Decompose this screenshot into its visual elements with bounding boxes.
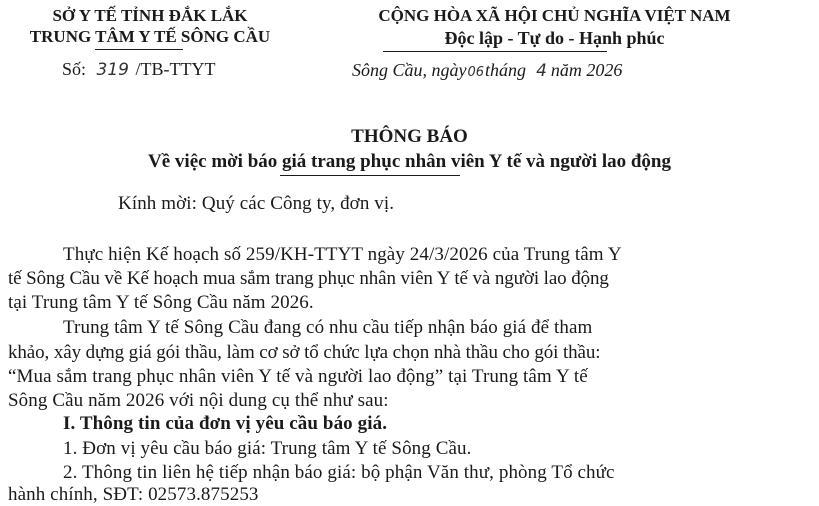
issue-date xyxy=(352,60,622,81)
item-1: 1. Đơn vị yêu cầu báo giá: Trung tâm Y tế Sông Cầu. xyxy=(63,438,472,459)
document-number xyxy=(62,59,215,80)
month-handwritten: 4 xyxy=(536,61,547,81)
agency-parent: SỞ Y TẾ TỈNH ĐẮK LẮK xyxy=(52,6,248,25)
date-suffix: năm 2026 xyxy=(550,60,623,80)
number-prefix: Số: xyxy=(62,59,87,79)
paragraph-2-line-3: “Mua sắm trang phục nhân viên Y tế và người lao động” tại Trung tâm Y tế xyxy=(8,366,588,387)
addressee: Kính mời: Quý các Công ty, đơn vị. xyxy=(118,193,395,214)
nation-title: CỘNG HÒA XÃ HỘI CHỦ NGHĨA VIỆT NAM xyxy=(378,6,731,25)
item-2-line-1: 2. Thông tin liên hệ tiếp nhận báo giá: bộ phận Văn thư, phòng Tổ chức xyxy=(63,462,615,483)
paragraph-1-line-2: tế Sông Cầu về Kế hoạch mua sắm trang phục nhân viên Y tế và người lao động xyxy=(8,268,609,289)
item-2-line-2: hành chính, SĐT: 02573.875253 xyxy=(8,484,259,505)
subject-underline xyxy=(280,175,460,176)
agency-name: TRUNG TÂM Y TẾ SÔNG CẦU xyxy=(29,27,271,46)
day-handwritten: 06 xyxy=(467,65,485,80)
paragraph-2-line-2: khảo, xây dựng giá gói thầu, làm cơ sở tổ chức lựa chọn nhà thầu cho gói thầu: xyxy=(8,342,601,363)
section-1-heading: I. Thông tin của đơn vị yêu cầu báo giá. xyxy=(63,413,388,434)
date-prefix: Sông Cầu, ngày xyxy=(352,60,467,80)
number-handwritten: 319 xyxy=(96,60,129,80)
notice-subject: Về việc mời báo giá trang phục nhân viên Y tế và người lao động xyxy=(148,151,671,172)
paragraph-2-line-4: Sông Cầu năm 2026 với nội dung cụ thể như sau: xyxy=(8,390,389,411)
date-mid: tháng xyxy=(485,60,527,80)
nation-motto: Độc lập - Tự do - Hạnh phúc xyxy=(444,28,665,48)
motto-underline xyxy=(383,51,607,52)
agency-underline xyxy=(95,49,183,50)
paragraph-1-line-3: tại Trung tâm Y tế Sông Cầu năm 2026. xyxy=(8,292,314,313)
notice-title: THÔNG BÁO xyxy=(351,126,468,147)
paragraph-2-line-1: Trung tâm Y tế Sông Cầu đang có nhu cầu tiếp nhận báo giá để tham xyxy=(63,317,593,338)
number-suffix: /TB-TTYT xyxy=(135,59,216,79)
paragraph-1-line-1: Thực hiện Kế hoạch số 259/KH-TTYT ngày 24/3/2026 của Trung tâm Y xyxy=(63,244,622,265)
